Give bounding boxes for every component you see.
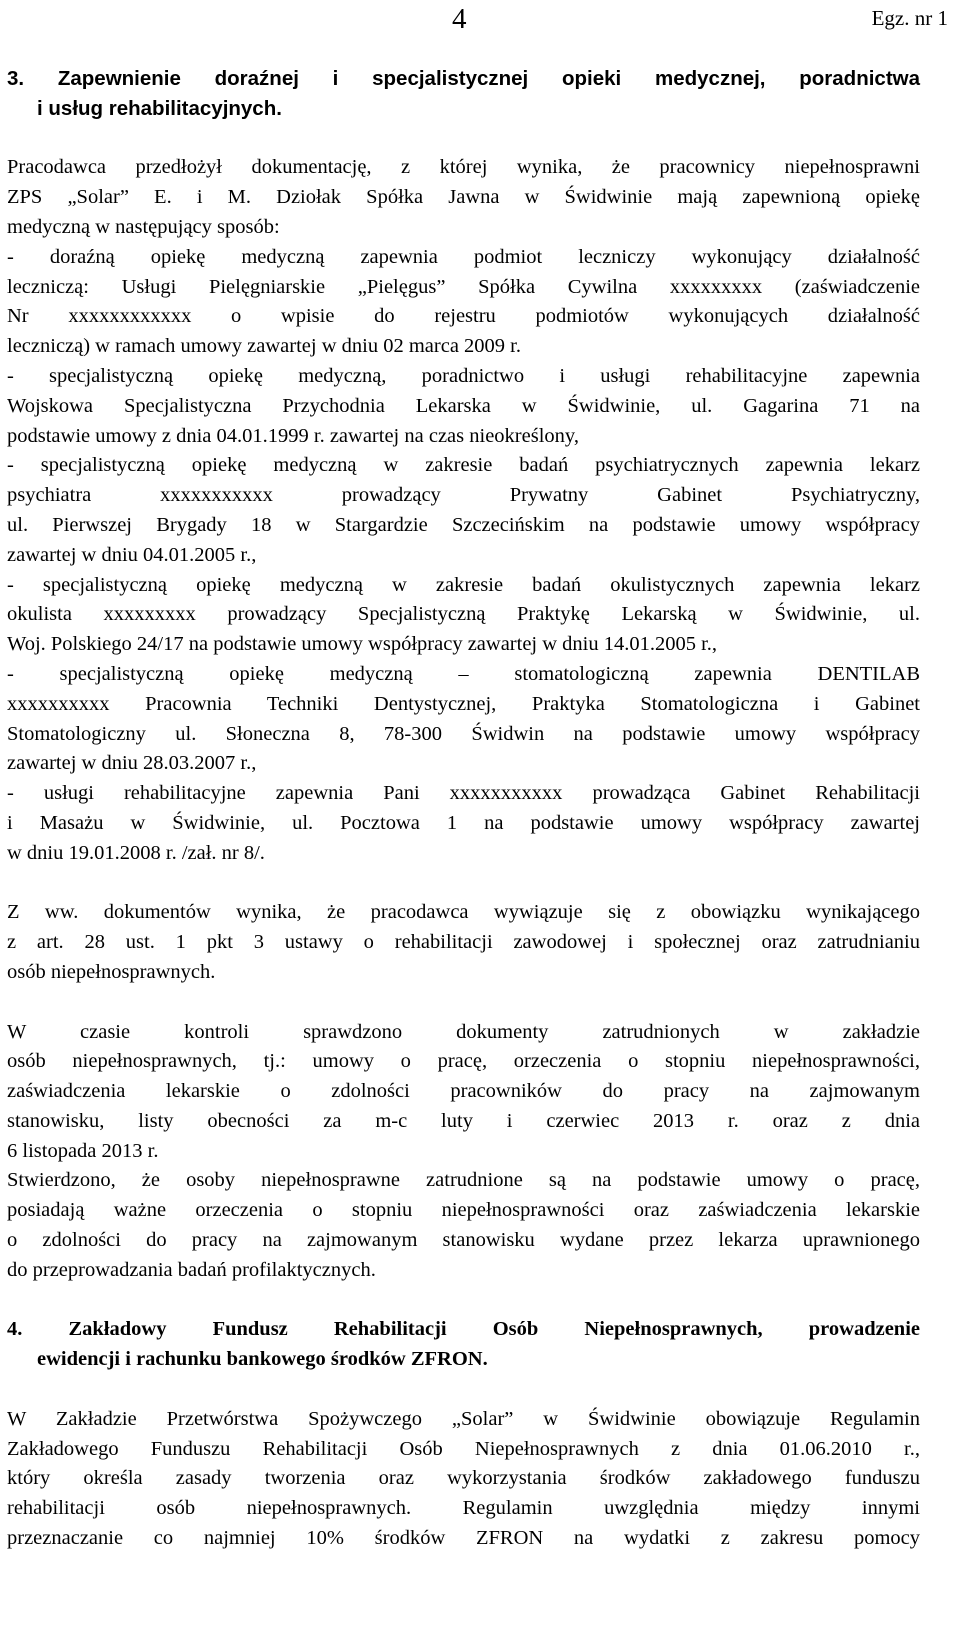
text-line: Stwierdzono, że osoby niepełnosprawne zatrudnione są na podstawie umowy o pracę, xyxy=(7,1169,920,1192)
text-line: Stomatologiczny ul. Słoneczna 8, 78-300 Świdwin na podstawie umowy współpracy xyxy=(7,722,920,745)
text-line: osób niepełnosprawnych. xyxy=(7,960,216,983)
section-title-line: i usług rehabilitacyjnych. xyxy=(37,96,282,120)
section-title-line: 4. Zakładowy Fundusz Rehabilitacji Osób Niepełnosprawnych, prowadzenie xyxy=(7,1318,920,1341)
text-line: Pracodawca przedłożył dokumentację, z której wynika, że pracownicy niepełnosprawni xyxy=(7,156,920,179)
page-number: 4 xyxy=(452,3,467,35)
text-line: medyczną w następujący sposób: xyxy=(7,215,280,238)
text-line: - specjalistyczną opiekę medyczną – stomatologiczną zapewnia DENTILAB xyxy=(7,662,920,685)
text-line: - specjalistyczną opiekę medyczną w zakresie badań okulistycznych zapewnia lekarz xyxy=(7,573,920,596)
text-line: w dniu 19.01.2008 r. /zał. nr 8/. xyxy=(7,841,265,864)
section-4-paragraph xyxy=(7,1405,920,1554)
control-paragraph xyxy=(7,1018,920,1286)
text-line: który określa zasady tworzenia oraz wykorzystania środków zakładowego funduszu xyxy=(7,1467,920,1490)
text-line: stanowisku, listy obecności za m-c luty i czerwiec 2013 r. oraz z dnia xyxy=(7,1109,920,1132)
text-line: ZPS „Solar” E. i M. Dziołak Spółka Jawna w Świdwinie mają zapewnioną opiekę xyxy=(7,186,920,209)
text-line: W czasie kontroli sprawdzono dokumenty zatrudnionych w zakładzie xyxy=(7,1020,920,1043)
text-line: Z ww. dokumentów wynika, że pracodawca wywiązuje się z obowiązku wynikającego xyxy=(7,901,920,924)
spacer xyxy=(7,869,920,899)
section-title-line: 3. Zapewnienie doraźnej i specjalistycznej opieki medycznej, poradnictwa xyxy=(7,67,920,90)
section-4-heading xyxy=(7,1315,920,1375)
spacer xyxy=(7,988,920,1018)
text-line: okulista xxxxxxxxx prowadzący Specjalistyczną Praktykę Lekarską w Świdwinie, ul. xyxy=(7,603,920,626)
section-3-heading xyxy=(7,64,920,124)
conclusion-paragraph xyxy=(7,898,920,987)
text-line: zawartej w dniu 04.01.2005 r., xyxy=(7,543,257,566)
text-line: rehabilitacji osób niepełnosprawnych. Regulamin uwzględnia między innymi xyxy=(7,1497,920,1520)
text-line: psychiatra xxxxxxxxxxx prowadzący Prywatny Gabinet Psychiatryczny, xyxy=(7,484,920,507)
text-line: ul. Pierwszej Brygady 18 w Stargardzie Szczecińskim na podstawie umowy współpracy xyxy=(7,513,920,536)
text-line: 6 listopada 2013 r. xyxy=(7,1139,159,1162)
text-line: z art. 28 ust. 1 pkt 3 ustawy o rehabilitacji zawodowej i społecznej oraz zatrudnianiu xyxy=(7,931,920,954)
text-line: xxxxxxxxxx Pracownia Techniki Dentystycznej, Praktyka Stomatologiczna i Gabinet xyxy=(7,692,920,715)
text-line: W Zakładzie Przetwórstwa Spożywczego „Solar” w Świdwinie obowiązuje Regulamin xyxy=(7,1407,920,1430)
text-line: o zdolności do pracy na zajmowanym stanowisku wydane przez lekarza uprawnionego xyxy=(7,1229,920,1252)
document-body xyxy=(7,64,920,1554)
text-line: zaświadczenia lekarskie o zdolności pracowników do pracy na zajmowanym xyxy=(7,1080,920,1103)
spacer xyxy=(7,124,920,154)
text-line: - doraźną opiekę medyczną zapewnia podmiot leczniczy wykonujący działalność xyxy=(7,245,920,268)
text-line: Nr xxxxxxxxxxxx o wpisie do rejestru podmiotów wykonujących działalność xyxy=(7,305,920,328)
copy-tag: Egz. nr 1 xyxy=(871,6,948,30)
text-line: leczniczą) w ramach umowy zawartej w dniu 02 marca 2009 r. xyxy=(7,335,521,358)
text-line: i Masażu w Świdwinie, ul. Pocztowa 1 na podstawie umowy współpracy zawartej xyxy=(7,811,920,834)
text-line: posiadają ważne orzeczenia o stopniu niepełnosprawności oraz zaświadczenia lekarskie xyxy=(7,1199,920,1222)
text-line: przeznaczanie co najmniej 10% środków ZFRON na wydatki z zakresu pomocy xyxy=(7,1527,920,1550)
text-line: osób niepełnosprawnych, tj.: umowy o pracę, orzeczenia o stopniu niepełnosprawności, xyxy=(7,1050,920,1073)
text-line: Woj. Polskiego 24/17 na podstawie umowy współpracy zawartej w dniu 14.01.2005 r., xyxy=(7,633,718,656)
text-line: podstawie umowy z dnia 04.01.1999 r. zawartej na czas nieokreślony, xyxy=(7,424,579,447)
text-line: - usługi rehabilitacyjne zapewnia Pani xxxxxxxxxxx prowadząca Gabinet Rehabilitacji xyxy=(7,782,920,805)
text-line: leczniczą: Usługi Pielęgniarskie „Pielęgus” Spółka Cywilna xxxxxxxxx (zaświadczenie xyxy=(7,275,920,298)
spacer xyxy=(7,1286,920,1316)
text-line: Wojskowa Specjalistyczna Przychodnia Lekarska w Świdwinie, ul. Gagarina 71 na xyxy=(7,394,920,417)
text-line: - specjalistyczną opiekę medyczną w zakresie badań psychiatrycznych zapewnia lekarz xyxy=(7,454,920,477)
text-line: - specjalistyczną opiekę medyczną, poradnictwo i usługi rehabilitacyjne zapewnia xyxy=(7,364,920,387)
section-3-paragraph xyxy=(7,153,920,868)
text-line: zawartej w dniu 28.03.2007 r., xyxy=(7,752,257,775)
section-title-line: ewidencji i rachunku bankowego środków ZFRON. xyxy=(37,1348,488,1371)
spacer xyxy=(7,1375,920,1405)
text-line: Zakładowego Funduszu Rehabilitacji Osób Niepełnosprawnych z dnia 01.06.2010 r., xyxy=(7,1437,920,1460)
text-line: do przeprowadzania badań profilaktycznych. xyxy=(7,1258,376,1281)
